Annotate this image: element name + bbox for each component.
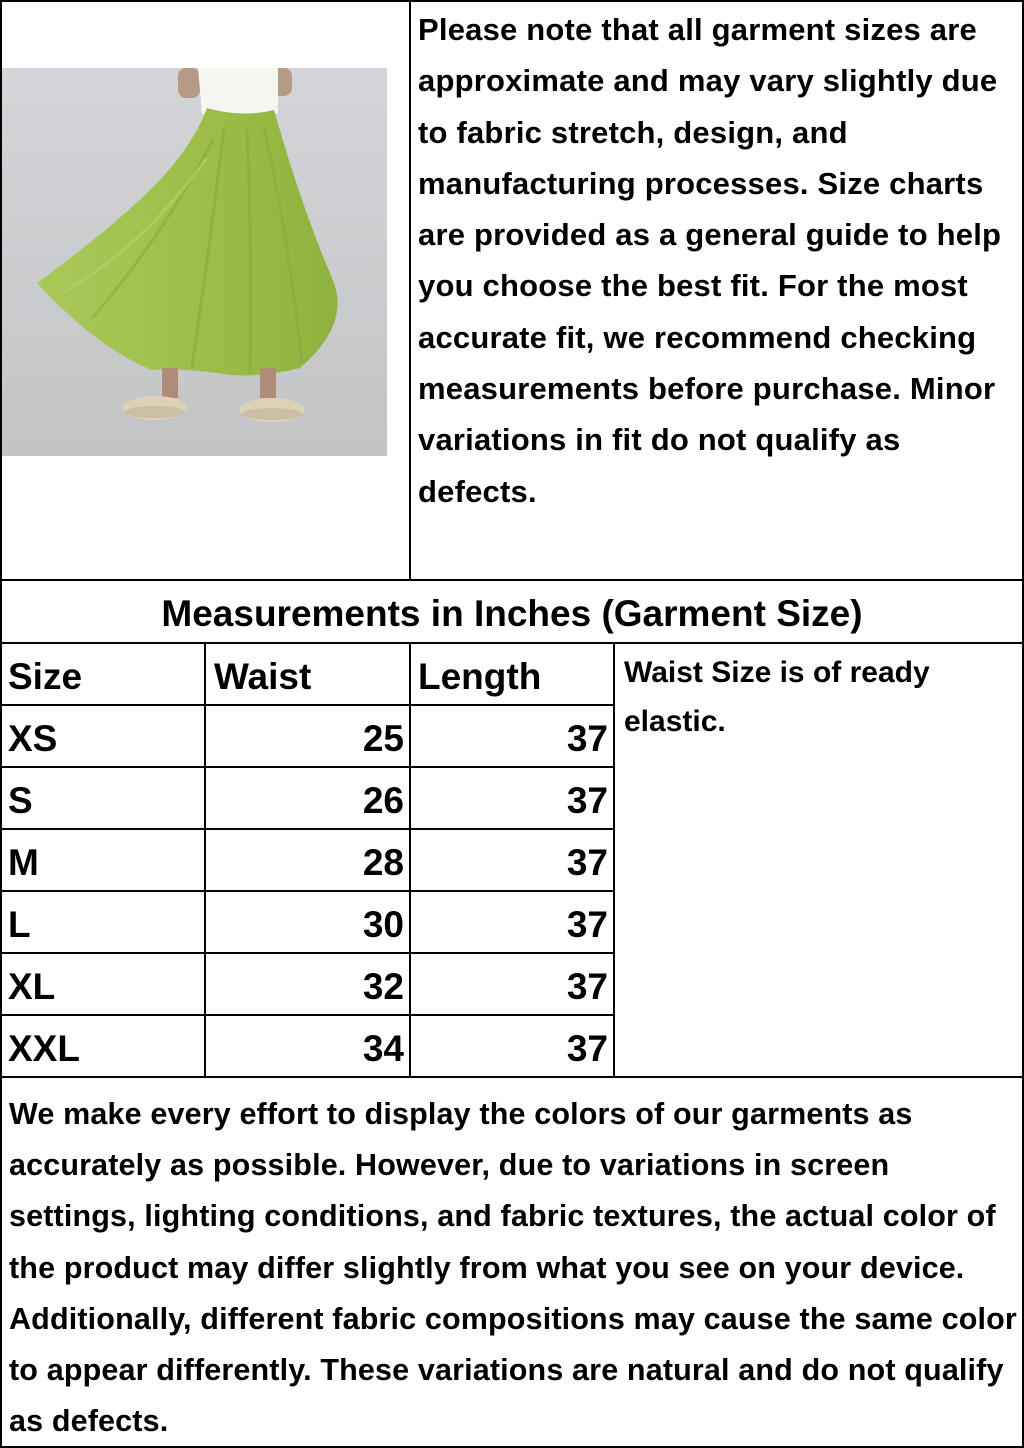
top-section-bottom-line [0, 579, 1024, 581]
table-title: Measurements in Inches (Garment Size) [161, 593, 863, 634]
size-cell: XS [8, 718, 58, 759]
waist-cell: 26 [362, 780, 404, 821]
length-cell: 37 [566, 718, 608, 759]
waist-cell: 30 [362, 904, 404, 945]
length-cell: 37 [566, 780, 608, 821]
size-cell: S [8, 780, 33, 821]
header-waist: Waist [214, 656, 312, 697]
size-cell: M [8, 842, 39, 883]
header-size: Size [8, 656, 83, 697]
border-top [0, 0, 1024, 2]
waist-elastic-note: Waist Size is of ready elastic. [624, 656, 930, 738]
length-cell: 37 [566, 842, 608, 883]
length-cell: 37 [566, 904, 608, 945]
waist-cell: 34 [362, 1028, 404, 1069]
left-leg [162, 368, 178, 398]
table-title-bottom-line [0, 642, 1024, 644]
column-divider-length-note [613, 642, 615, 1078]
header-length: Length [418, 656, 542, 697]
right-leg [260, 368, 276, 398]
waist-cell: 25 [362, 718, 404, 759]
top-section-divider [409, 0, 411, 581]
waist-cell: 32 [362, 966, 404, 1007]
size-cell: XXL [8, 1028, 80, 1069]
left-arm [178, 68, 200, 98]
color-disclaimer-text: We make every effort to display the colors of our garments as accurately as possible. However, due to variations in screen settings, lighting conditions, and fabric textures, the actual color of the product may differ slightly from what you see on your device. Additionally, different fabric compositions may cause the same color to appear differently. These variations are natural and do not qualify as defects. [9, 1097, 1017, 1439]
length-cell: 37 [566, 966, 608, 1007]
green-maxi-skirt-photo [2, 68, 387, 456]
size-cell: XL [8, 966, 56, 1007]
length-cell: 37 [566, 1028, 608, 1069]
product-photo [2, 68, 387, 456]
size-disclaimer-text: Please note that all garment sizes are approximate and may vary slightly due to fabric stretch, design, and manufacturing processes. Size charts are provided as a general guide to help you choose the best fit. For the most accurate fit, we recommend checking measurements before purchase. Minor variations in fit do not qualify as defects. [418, 12, 1002, 509]
waist-cell: 28 [362, 842, 404, 883]
size-cell: L [8, 904, 31, 945]
column-divider-waist-length [409, 642, 411, 1078]
